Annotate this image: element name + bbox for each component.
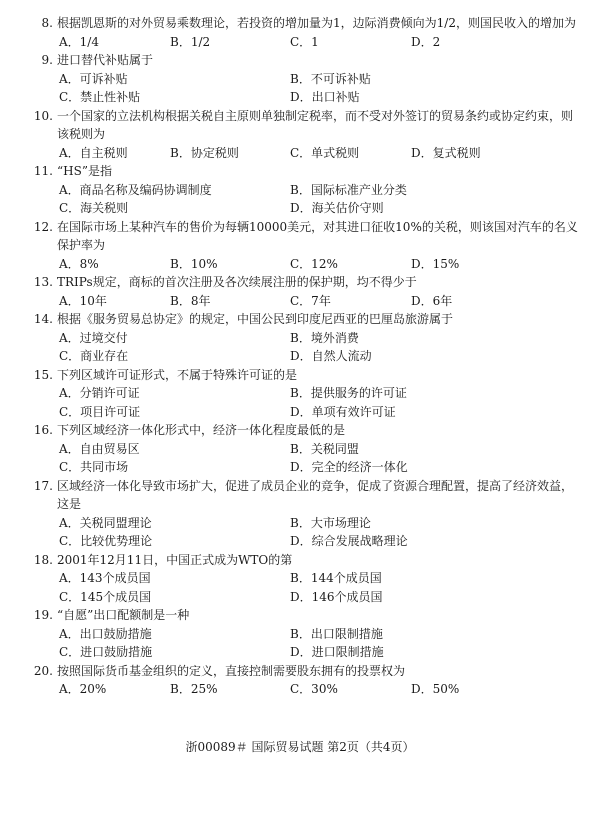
question-stem <box>0 14 600 33</box>
answer-option: C．单式税则 <box>290 145 360 160</box>
question-text: 下列区域许可证形式，不属于特殊许可证的是 <box>57 367 298 382</box>
answer-option: B．10% <box>170 256 218 271</box>
option-row <box>0 440 600 459</box>
answer-option: C．商业存在 <box>59 349 129 363</box>
question-item <box>0 421 600 477</box>
answer-option: B．1/2 <box>170 34 211 49</box>
question-stem <box>0 477 600 514</box>
option-row <box>0 199 600 218</box>
question-stem <box>0 51 600 70</box>
question-text: 在国际市场上某种汽车的售价为每辆10000美元，对其进口征收10%的关税，则该国对汽车的名义保护率为 <box>57 219 578 252</box>
answer-option: C．30% <box>290 682 338 696</box>
question-item <box>0 551 600 607</box>
question-number: 15. <box>33 367 53 382</box>
answer-option: A．分销许可证 <box>59 386 140 400</box>
question-number: 11. <box>33 164 53 178</box>
option-row <box>0 403 600 422</box>
question-stem <box>0 662 600 681</box>
option-row <box>0 33 600 52</box>
question-stem <box>0 551 600 570</box>
question-stem <box>0 273 600 292</box>
option-row <box>0 680 600 699</box>
question-number: 20. <box>33 663 53 678</box>
answer-option: B．出口限制措施 <box>290 626 383 641</box>
question-number: 16. <box>33 423 53 437</box>
answer-option: C．进口鼓励措施 <box>59 645 153 659</box>
answer-option: C．145个成员国 <box>59 589 152 604</box>
option-row <box>0 329 600 348</box>
answer-option: B．境外消费 <box>290 330 359 345</box>
answer-option: B．25% <box>170 682 218 696</box>
answer-option: A．1/4 <box>59 34 99 49</box>
question-text: 按照国际货币基金组织的定义，直接控制需要股东拥有的投票权为 <box>57 663 406 678</box>
answer-option: B．提供服务的许可证 <box>290 386 407 400</box>
answer-option: C．7年 <box>290 293 331 308</box>
question-item <box>0 273 600 310</box>
answer-option: D．自然人流动 <box>290 349 372 363</box>
answer-option: C．禁止性补贴 <box>59 90 141 104</box>
answer-option: C．海关税则 <box>59 201 129 215</box>
question-text: 根据凯恩斯的对外贸易乘数理论，若投资的增加量为1，边际消费倾向为1/2，则国民收入的增加为 <box>57 16 576 30</box>
question-text: 2001年12月11日，中国正式成为WTO的第 <box>57 552 293 567</box>
question-number: 13. <box>33 275 53 289</box>
answer-option: A．自主税则 <box>59 145 128 160</box>
answer-option: D．复式税则 <box>411 145 481 160</box>
answer-option: C．共同市场 <box>59 460 129 474</box>
question-stem <box>0 606 600 625</box>
question-stem <box>0 162 600 181</box>
answer-option: A．关税同盟理论 <box>59 515 152 530</box>
option-row <box>0 588 600 607</box>
question-text: 根据《服务贸易总协定》的规定，中国公民到印度尼西亚的巴厘岛旅游属于 <box>57 312 454 326</box>
answer-option: D．海关估价守则 <box>290 201 384 215</box>
answer-option: B．144个成员国 <box>290 571 382 585</box>
answer-option: A．可诉补贴 <box>59 71 128 86</box>
answer-option: C．12% <box>290 256 338 271</box>
option-row <box>0 347 600 366</box>
answer-option: D．6年 <box>411 293 453 308</box>
question-number: 18. <box>33 552 53 567</box>
answer-option: A．出口鼓励措施 <box>59 626 152 641</box>
answer-option: B．不可诉补贴 <box>290 71 371 86</box>
question-item <box>0 218 600 274</box>
question-number: 12. <box>33 219 53 234</box>
option-row <box>0 144 600 163</box>
option-row <box>0 625 600 644</box>
answer-option: C．项目许可证 <box>59 404 141 419</box>
question-text: 一个国家的立法机构根据关税自主原则单独制定税率，而不受对外签订的贸易条约或协定约束，则该税则为 <box>57 108 574 141</box>
answer-option: D．完全的经济一体化 <box>290 460 408 474</box>
answer-option: D．进口限制措施 <box>290 645 384 659</box>
answer-option: A．过境交付 <box>59 330 128 345</box>
question-stem <box>0 310 600 329</box>
question-item <box>0 14 600 51</box>
answer-option: D．15% <box>411 256 460 271</box>
answer-option: A．商品名称及编码协调制度 <box>59 182 212 197</box>
question-text: 进口替代补贴属于 <box>57 53 154 67</box>
question-item <box>0 107 600 163</box>
question-text: “HS”是指 <box>57 164 112 178</box>
question-stem <box>0 218 600 255</box>
question-stem <box>0 366 600 385</box>
option-row <box>0 181 600 200</box>
question-number: 10. <box>33 108 53 123</box>
answer-option: C．1 <box>290 34 319 49</box>
question-item <box>0 366 600 422</box>
question-text: 区域经济一体化导致市场扩大，促进了成员企业的竞争，促成了资源合理配置，提高了经济效益，这是 <box>57 478 574 511</box>
question-item <box>0 606 600 662</box>
question-list <box>0 14 600 699</box>
answer-option: B．大市场理论 <box>290 515 371 530</box>
question-text: 下列区域经济一体化形式中，经济一体化程度最低的是 <box>57 423 346 437</box>
question-stem <box>0 107 600 144</box>
answer-option: A．10年 <box>59 293 107 308</box>
question-number: 9. <box>41 53 53 67</box>
page-footer: 浙00089＃ 国际贸易试题 第2页（共4页） <box>185 740 415 754</box>
option-row <box>0 458 600 477</box>
question-item <box>0 662 600 699</box>
question-text: TRIPs规定，商标的首次注册及各次续展注册的保护期，均不得少于 <box>57 275 417 289</box>
question-number: 17. <box>33 478 53 493</box>
option-row <box>0 88 600 107</box>
option-row <box>0 514 600 533</box>
answer-option: B．8年 <box>170 293 211 308</box>
answer-option: A．143个成员国 <box>59 571 151 585</box>
answer-option: D．出口补贴 <box>290 90 360 104</box>
answer-option: A．8% <box>59 256 99 271</box>
question-item <box>0 310 600 366</box>
answer-option: D．单项有效许可证 <box>290 404 396 419</box>
answer-option: D．综合发展战略理论 <box>290 534 408 548</box>
answer-option: A．自由贸易区 <box>59 441 140 456</box>
option-row <box>0 255 600 274</box>
question-text: “自愿”出口配额制是一种 <box>57 608 190 622</box>
option-row <box>0 532 600 551</box>
question-item <box>0 162 600 218</box>
answer-option: D．146个成员国 <box>290 589 383 604</box>
answer-option: D．2 <box>411 34 441 49</box>
option-row <box>0 384 600 403</box>
question-stem <box>0 421 600 440</box>
option-row <box>0 643 600 662</box>
answer-option: D．50% <box>411 682 460 696</box>
question-number: 19. <box>33 608 53 622</box>
answer-option: B．协定税则 <box>170 145 239 160</box>
question-number: 14. <box>33 312 53 326</box>
option-row <box>0 70 600 89</box>
answer-option: A．20% <box>59 682 107 696</box>
answer-option: B．国际标准产业分类 <box>290 182 407 197</box>
question-item <box>0 477 600 551</box>
option-row <box>0 569 600 588</box>
option-row <box>0 292 600 311</box>
question-item <box>0 51 600 107</box>
question-number: 8. <box>41 16 53 30</box>
answer-option: C．比较优势理论 <box>59 534 153 548</box>
answer-option: B．关税同盟 <box>290 441 359 456</box>
